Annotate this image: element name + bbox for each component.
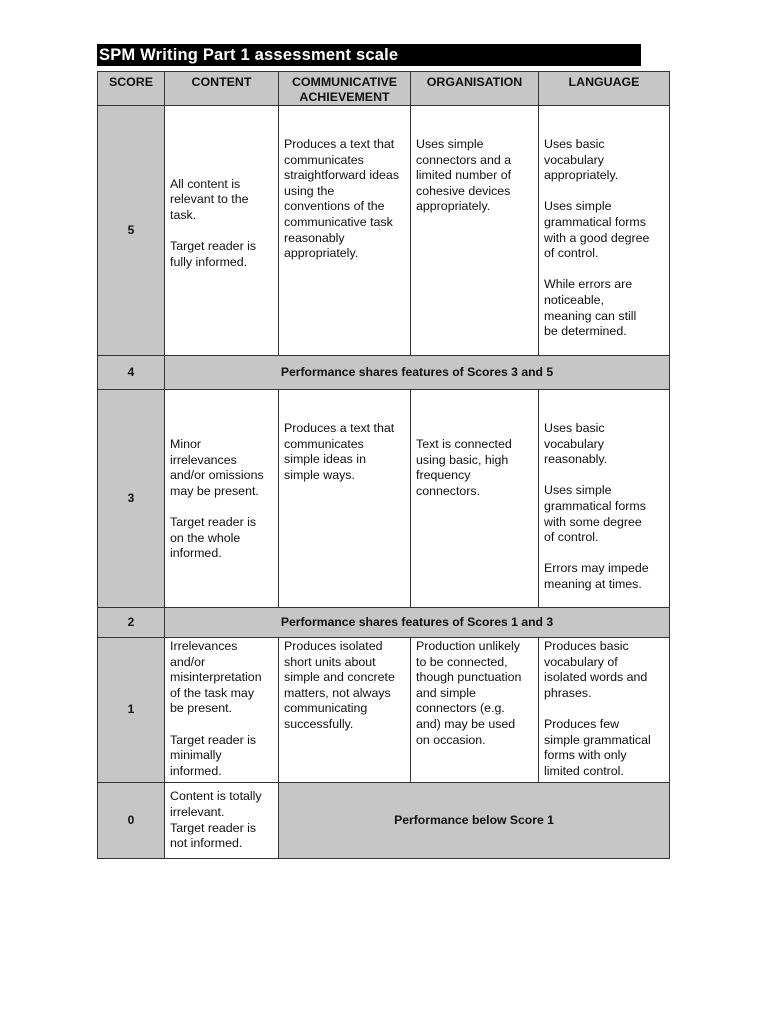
organisation-cell: Uses simple connectors and a limited number of cohesive devices appropriately. xyxy=(411,106,539,356)
score-value: 0 xyxy=(98,783,165,859)
header-score: SCORE xyxy=(98,72,165,106)
band-description: Performance shares features of Scores 3 and 5 xyxy=(165,356,670,390)
language-text: Uses basic vocabulary appropriately. xyxy=(544,137,619,183)
language-text: Errors may impede meaning at times. xyxy=(544,561,649,591)
content-text: Minor irrelevances and/or omissions may be present. xyxy=(170,437,264,498)
organisation-cell: Production unlikely to be connected, though punctuation and simple connectors (e.g. and) may be used on occasion. xyxy=(411,638,539,783)
content-cell xyxy=(165,106,279,356)
language-cell xyxy=(539,390,670,608)
score-value: 5 xyxy=(98,106,165,356)
header-communicative-achievement: COMMUNICATIVE ACHIEVEMENT xyxy=(279,72,411,106)
score-row-0 xyxy=(98,783,670,859)
language-text: Uses simple grammatical forms with a good degree of control. xyxy=(544,199,650,261)
language-text: While errors are noticeable, meaning can still be determined. xyxy=(544,277,637,339)
communicative-achievement-cell: Produces a text that communicates simple ideas in simple ways. xyxy=(279,390,411,608)
language-cell xyxy=(539,106,670,356)
header-row xyxy=(98,72,670,106)
organisation-cell: Text is connected using basic, high frequency connectors. xyxy=(411,390,539,608)
communicative-achievement-cell: Produces a text that communicates straightforward ideas using the conventions of the communicative task reasonably appropriately. xyxy=(279,106,411,356)
band-description: Performance shares features of Scores 1 and 3 xyxy=(165,608,670,638)
content-text: Irrelevances and/or misinterpretation of the task may be present. xyxy=(170,639,262,716)
content-text: All content is relevant to the task. xyxy=(170,176,249,222)
content-text: Content is totally irrelevant. xyxy=(170,789,262,819)
language-text: Uses simple grammatical forms with some degree of control. xyxy=(544,483,646,545)
score-value: 4 xyxy=(98,356,165,390)
language-text: Produces basic vocabulary of isolated words and phrases. xyxy=(544,639,648,700)
score-value: 2 xyxy=(98,608,165,638)
assessment-scale-table xyxy=(97,71,670,859)
content-text: Target reader is fully informed. xyxy=(170,239,257,269)
header-content: CONTENT xyxy=(165,72,279,106)
score-row-1 xyxy=(98,638,670,783)
score-row-3 xyxy=(98,390,670,608)
header-language: LANGUAGE xyxy=(539,72,670,106)
score-row-5 xyxy=(98,106,670,356)
band-description: Performance below Score 1 xyxy=(279,783,670,859)
content-cell xyxy=(165,638,279,783)
language-text: Uses basic vocabulary reasonably. xyxy=(544,421,608,467)
language-cell xyxy=(539,638,670,783)
content-cell xyxy=(165,783,279,859)
content-cell xyxy=(165,390,279,608)
score-row-2 xyxy=(98,608,670,638)
score-value: 3 xyxy=(98,390,165,608)
score-row-4 xyxy=(98,356,670,390)
language-text: Produces few simple grammatical forms with only limited control. xyxy=(544,716,651,778)
header-organisation: ORGANISATION xyxy=(411,72,539,106)
document-title: SPM Writing Part 1 assessment scale xyxy=(97,44,641,66)
content-text: Target reader is not informed. xyxy=(170,820,257,851)
content-text: Target reader is minimally informed. xyxy=(170,732,257,778)
content-text: Target reader is on the whole informed. xyxy=(170,514,257,561)
score-value: 1 xyxy=(98,638,165,783)
communicative-achievement-cell: Produces isolated short units about simple and concrete matters, not always communicating successfully. xyxy=(279,638,411,783)
